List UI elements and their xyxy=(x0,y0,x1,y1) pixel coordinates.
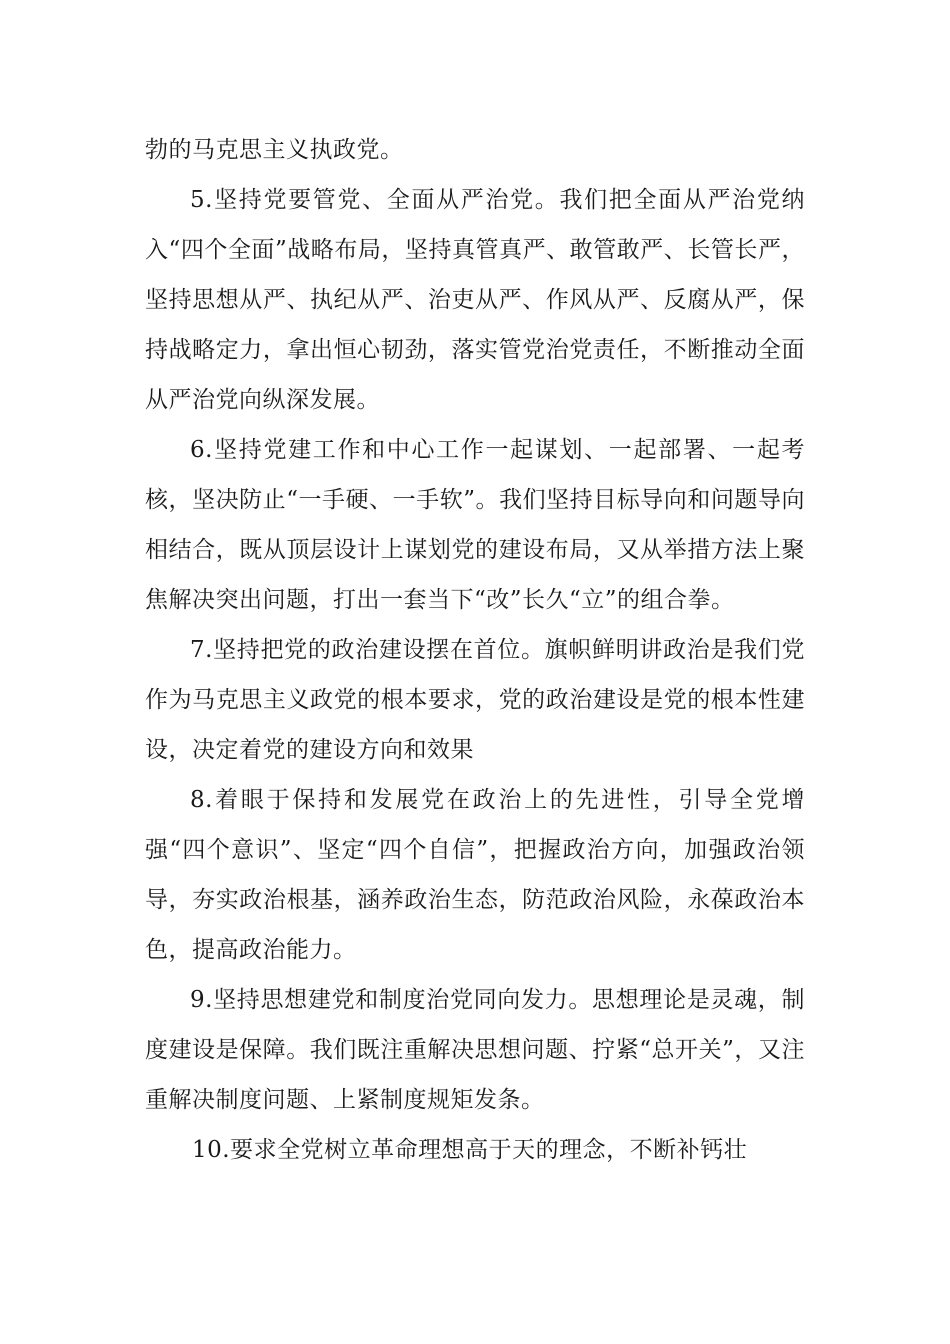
paragraph-continuation: 勃的马克思主义执政党。 xyxy=(145,137,404,163)
paragraph-item-6: 6.坚持党建工作和中心工作一起谋划、一起部署、一起考核，坚决防止“一手硬、一手软”。我们坚持目标导向和问题导向相结合，既从顶层设计上谋划党的建设布局，又从举措方法上聚焦解决突出问题，打出一套当下“改”长久“立”的组合拳。 xyxy=(145,437,805,613)
paragraph-item-5: 5.坚持党要管党、全面从严治党。我们把全面从严治党纳入“四个全面”战略布局，坚持真管真严、敢管敢严、长管长严，坚持思想从严、执纪从严、治吏从严、作风从严、反腐从严，保持战略定力，拿出恒心韧劲，落实管党治党责任，不断推动全面从严治党向纵深发展。 xyxy=(145,187,805,413)
paragraph-item-9: 9.坚持思想建党和制度治党同向发力。思想理论是灵魂，制度建设是保障。我们既注重解决思想问题、拧紧“总开关”，又注重解决制度问题、上紧制度规矩发条。 xyxy=(145,987,805,1113)
paragraph-item-8: 8.着眼于保持和发展党在政治上的先进性，引导全党增强“四个意识”、坚定“四个自信”，把握政治方向，加强政治领导，夯实政治根基，涵养政治生态，防范政治风险，永葆政治本色，提高政治能力。 xyxy=(145,787,805,963)
paragraph-item-10: 10.要求全党树立革命理想高于天的理念，不断补钙壮 xyxy=(192,1137,748,1163)
paragraph-item-7: 7.坚持把党的政治建设摆在首位。旗帜鲜明讲政治是我们党作为马克思主义政党的根本要求，党的政治建设是党的根本性建设，决定着党的建设方向和效果 xyxy=(145,637,805,763)
document-body xyxy=(145,125,805,1175)
